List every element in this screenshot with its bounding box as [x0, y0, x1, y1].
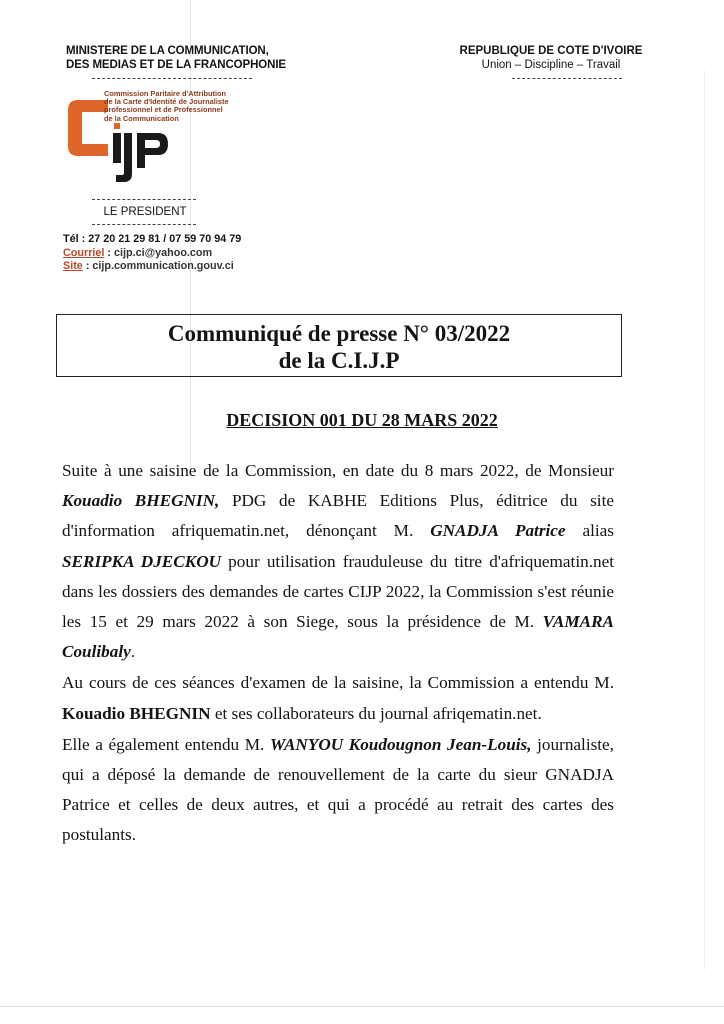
decision-heading: DECISION 001 DU 28 MARS 2022 [226, 410, 498, 430]
text-run: alias [565, 521, 614, 541]
cijp-logo [64, 88, 264, 188]
phone-number: 27 20 21 29 81 / 07 59 70 94 79 [88, 233, 242, 245]
divider-dashes [92, 199, 196, 200]
person-name: WANYOU Koudougnon Jean-Louis, [269, 734, 532, 754]
logo-subtitle [104, 90, 279, 123]
president-label: LE PRESIDENT [103, 206, 187, 218]
text-run: journaliste, qui a déposé la demande de renouvellement de la carte du sieur GNADJA Patrice et celles de deux autres, et qui a procédé au retrait des cartes des postulants. [62, 734, 614, 845]
person-name: Kouadio BHEGNIN, [62, 491, 220, 511]
website-value: : cijp.communication.gouv.ci [85, 260, 234, 272]
ministry-line-2: DES MEDIAS ET DE LA FRANCOPHONIE [66, 59, 287, 71]
phone-line [63, 233, 323, 247]
body-text [62, 456, 614, 852]
email-label: Courriel [63, 246, 105, 259]
text-run: PDG de KABHE Editions Plus, éditrice du site d'information afriquematin.net, dénonçant M. [62, 491, 614, 541]
scan-artifact-vertical-right [704, 70, 705, 970]
press-release-title-box [56, 314, 622, 377]
text-run: Au cours de ces séances d'examen de la saisine, la Commission a entendu M. [62, 673, 614, 693]
logo-subtitle-line: Commission Paritaire d'Attribution [104, 89, 227, 98]
text-run: et ses collaborateurs du journal afriqematin.net. [210, 703, 542, 723]
phone-label: Tél : [63, 233, 86, 245]
divider-dashes [92, 78, 252, 79]
divider-dashes [92, 224, 196, 225]
divider-dashes [512, 78, 622, 79]
republic-name: REPUBLIQUE DE COTE D'IVOIRE [459, 45, 643, 57]
email-value: : cijp.ci@yahoo.com [107, 246, 213, 259]
person-alias: SERIPKA DJECKOU [62, 551, 222, 571]
email-line [63, 247, 323, 261]
paragraph-3 [62, 730, 614, 851]
ministry-name [66, 44, 326, 72]
text-run: . [130, 642, 136, 662]
text-run: Suite à une saisine de la Commission, en date du 8 mars 2022, de Monsieur [62, 461, 614, 480]
person-name: VAMARA Coulibaly [62, 612, 614, 662]
logo-subtitle-line: de la Carte d'Identité de Journaliste [104, 97, 229, 107]
title-line-2: de la C.I.J.P [278, 348, 400, 373]
website-line [63, 260, 323, 274]
paragraph-2 [62, 668, 614, 728]
website-label: Site [63, 260, 83, 272]
contact-block [63, 233, 323, 274]
logo-subtitle-line: professionnel et de Professionnel [104, 105, 223, 115]
paragraph-1 [62, 456, 614, 667]
text-run: Elle a également entendu M. [62, 734, 270, 754]
text-run: pour utilisation frauduleuse du titre d'afriquematin.net dans les dossiers des demandes de cartes CIJP 2022, la Commission s'est réunie les 15 et 29 mars 2022 à son Siege, sous la présidence de M. [62, 551, 614, 632]
national-motto: Union – Discipline – Travail [481, 59, 621, 71]
ministry-line-1: MINISTERE DE LA COMMUNICATION, [66, 45, 269, 57]
title-line-1: Communiqué de presse N° 03/2022 [167, 321, 511, 346]
scan-artifact-horizontal [0, 1006, 724, 1007]
republic-header [456, 44, 646, 72]
logo-subtitle-line: de la Communication [104, 113, 179, 123]
person-name: Kouadio BHEGNIN [62, 703, 211, 723]
person-name: GNADJA Patrice [430, 521, 566, 541]
